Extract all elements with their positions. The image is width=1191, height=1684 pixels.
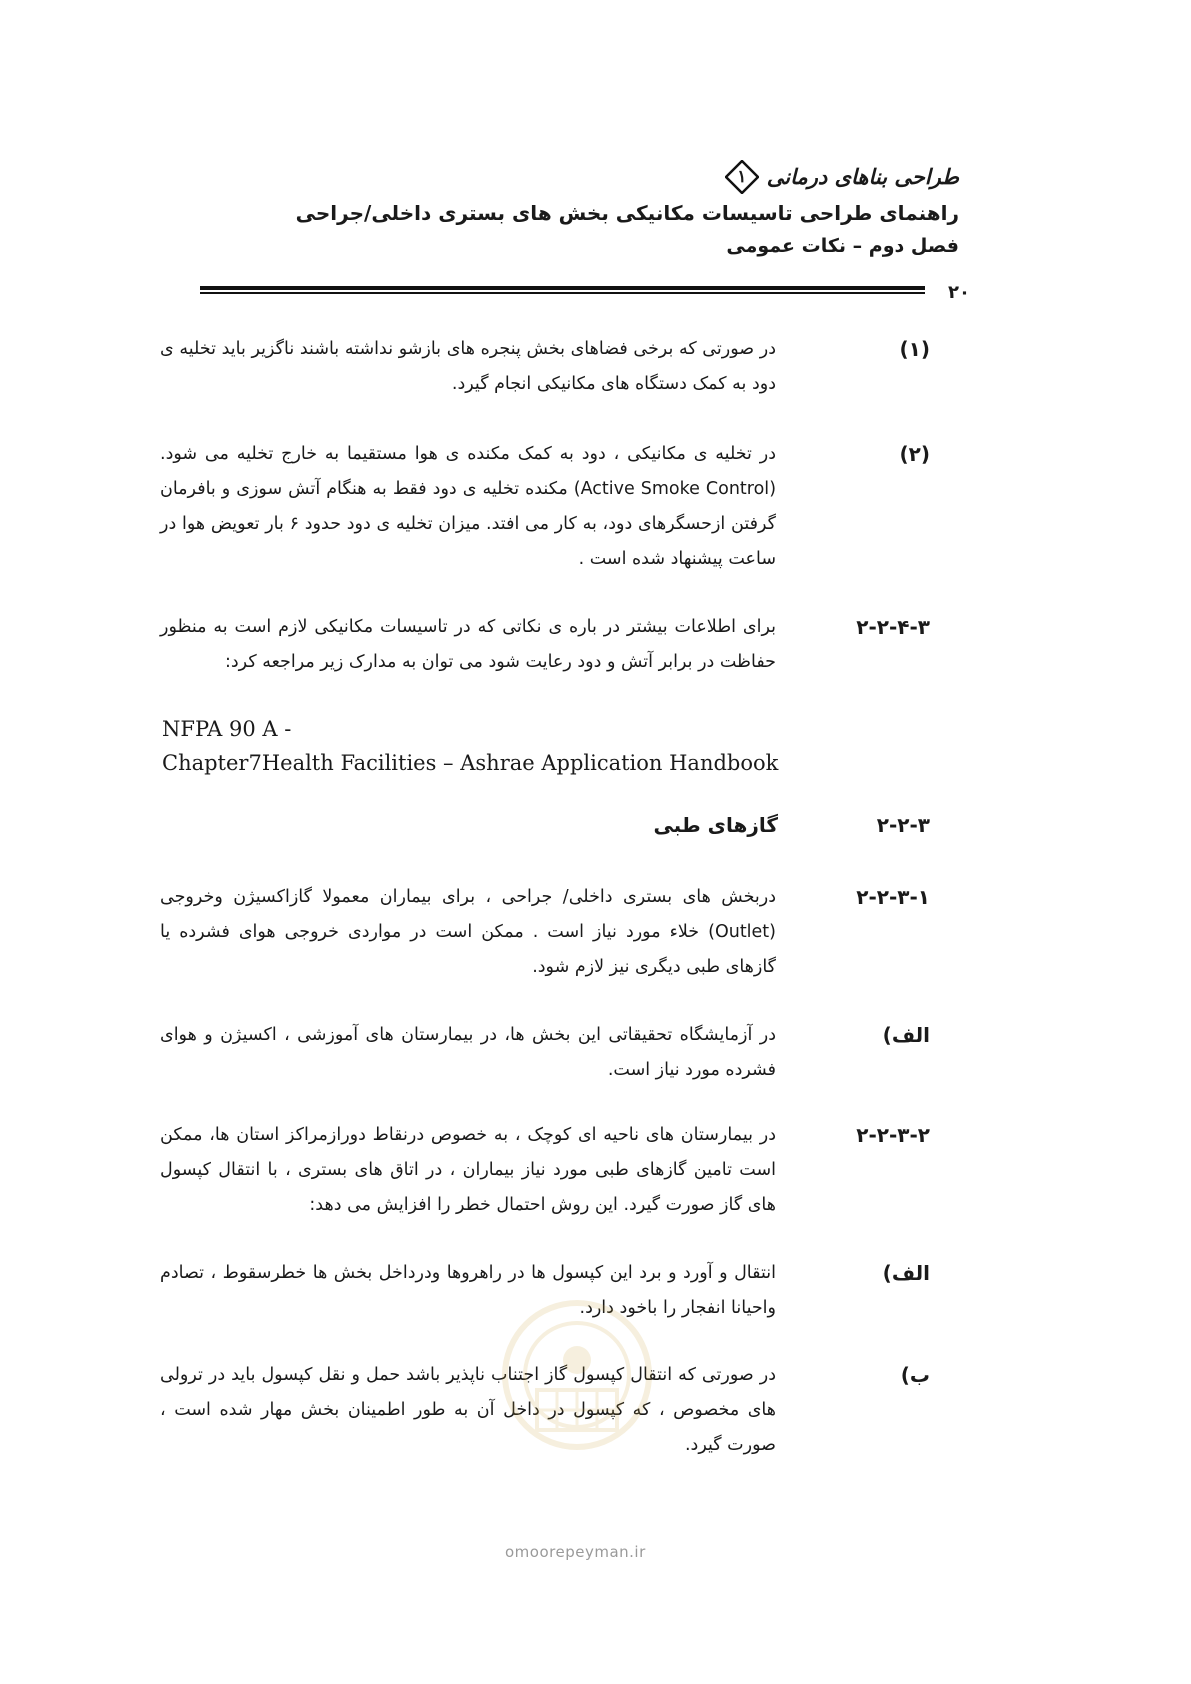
watermark-logo: [492, 1290, 662, 1470]
paragraph: انتقال و آورد و برد این کپسول ها در راهروها ودرداخل بخش ها خطرسقوط ، تصادم واحیانا انفجار را باخود دارد.: [160, 1263, 776, 1318]
reference-line: NFPA 90 A -: [162, 717, 292, 741]
paragraph: در آزمایشگاه تحقیقاتی این بخش ها، در بیمارستان های آموزشی ، اکسیژن و هوای فشرده مورد نیاز است.: [160, 1025, 776, 1080]
watermark-text: omoorepeyman.ir: [505, 1543, 646, 1561]
header-rule: [200, 286, 925, 290]
series-number-badge: [725, 160, 759, 194]
item-number: الف): [882, 1261, 930, 1285]
paragraph: در بیمارستان های ناحیه ای کوچک ، به خصوص درنقاط دورازمراکز استان ها، ممکن است تامین گازهای طبی مورد نیاز بیماران ، در اتاق های بستری ، با انتقال کپسول های گاز صورت گیرد. این روش احتمال خطر را افزایش می دهد:: [160, 1125, 776, 1215]
page-number: ۲۰: [948, 282, 970, 303]
series-number: ۱: [737, 167, 747, 187]
paragraph: در صورتی که انتقال کپسول گاز اجتناب ناپذیر باشد حمل و نقل کپسول باید در ترولی های مخصوص ، که کپسول در داخل آن به طور اطمینان بخش مهار شده است ، صورت گیرد.: [160, 1365, 776, 1455]
paragraph: در تخلیه ی مکانیکی ، دود به کمک مکنده ی هوا مستقیما به خارج تخلیه می شود. (Active Smoke Control) مکنده تخلیه ی دود فقط به هنگام آتش سوزی و بافرمان گرفتن ازحسگرهای دود، به کار می افتد. میزان تخلیه ی دود حدود ۶ بار تعویض هوا در ساعت پیشنهاد شده است .: [160, 444, 777, 569]
item-number: ب): [900, 1363, 930, 1387]
chapter-title: فصل دوم – نکات عمومی: [726, 235, 959, 257]
page-header: [180, 160, 959, 262]
section-heading: گازهای طبی: [653, 813, 778, 837]
series-title: طراحی بناهای درمانی: [766, 164, 959, 189]
guide-title: راهنمای طراحی تاسیسات مکانیکی بخش های بستری داخلی/جراحی: [295, 201, 959, 225]
reference-line: Chapter7Health Facilities – Ashrae Application Handbook: [162, 751, 779, 775]
paragraph: برای اطلاعات بیشتر در باره ی نکاتی که در تاسیسات مکانیکی لازم است به منظور حفاظت در برابر آتش و دود رعایت شود می توان به مدارک زیر مراجعه کرد:: [160, 617, 776, 672]
item-number: (۱): [899, 337, 930, 361]
header-rule-thin: [200, 292, 925, 294]
series-title-row: [180, 160, 959, 194]
section-number: ۲-۲-۴-۳: [856, 615, 930, 639]
paragraph: دربخش های بستری داخلی/ جراحی ، برای بیماران معمولا گازاکسیژن وخروجی (Outlet) خلاء مورد نیاز است . ممکن است در مواردی خروجی هوای فشرده یا گازهای طبی دیگری نیز لازم شود.: [160, 887, 776, 977]
paragraph: در صورتی که برخی فضاهای بخش پنجره های بازشو نداشته باشند ناگزیر باید تخلیه ی دود به کمک دستگاه های مکانیکی انجام گیرد.: [160, 339, 776, 394]
item-number: (۲): [899, 442, 930, 466]
section-number: ۲-۲-۳-۲: [856, 1123, 930, 1147]
item-number: الف): [882, 1023, 930, 1047]
section-number: ۲-۲-۳-۱: [856, 885, 930, 909]
section-number: ۲-۲-۳: [876, 813, 930, 837]
